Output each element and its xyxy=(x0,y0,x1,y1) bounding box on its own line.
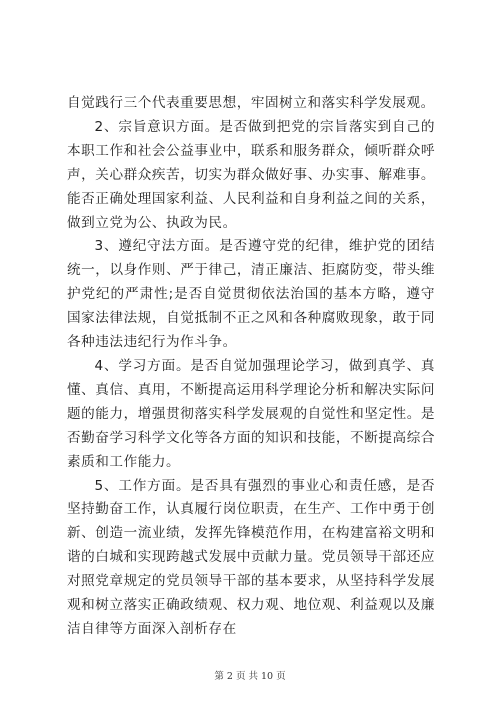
page-number-footer: 第 2 页 共 10 页 xyxy=(214,671,286,682)
paragraph-mission-awareness: 2、宗旨意识方面。是否做到把党的宗旨落实到自己的本职工作和社会公益事业中，联系和服务群众，倾听群众呼声，关心群众疾苦，切实为群众做好事、办实事、解难事。能否正确处理国家利益、人民利益和自身利益之间的关系，做到立党为公、执政为民。 xyxy=(67,118,435,231)
paragraph-work: 5、工作方面。是否具有强烈的事业心和责任感，是否坚持勤奋工作，认真履行岗位职责，在生产、工作中勇于创新、创造一流业绩，发挥先锋模范作用，在构建富裕文明和谐的白城和实现跨越式发展中贡献力量。党员领导干部还应对照党章规定的党员领导干部的基本要求，从坚持科学发展观和树立落实正确政绩观、权力观、地位观、利益观以及廉洁自律等方面深入剖析存在 xyxy=(67,477,435,637)
paragraph-study: 4、学习方面。是否自觉加强理论学习，做到真学、真懂、真信、真用，不断提高运用科学理论分析和解决实际问题的能力，增强贯彻落实科学发展观的自觉性和坚定性。是否勤奋学习科学文化等各方面的知识和技能，不断提高综合素质和工作能力。 xyxy=(67,357,435,470)
paragraph-continuation: 自觉践行三个代表重要思想，牢固树立和落实科学发展观。 xyxy=(67,95,435,111)
document-body xyxy=(67,92,435,642)
paragraph-discipline-law: 3、遵纪守法方面。是否遵守党的纪律，维护党的团结统一，以身作则、严于律己，清正廉洁、拒腐防变，带头维护党纪的严肃性;是否自觉贯彻依法治国的基本方略，遵守国家法律法规，自觉抵制不正之风和各种腐败现象，敢于同各种违法违纪行为作斗争。 xyxy=(67,238,435,351)
